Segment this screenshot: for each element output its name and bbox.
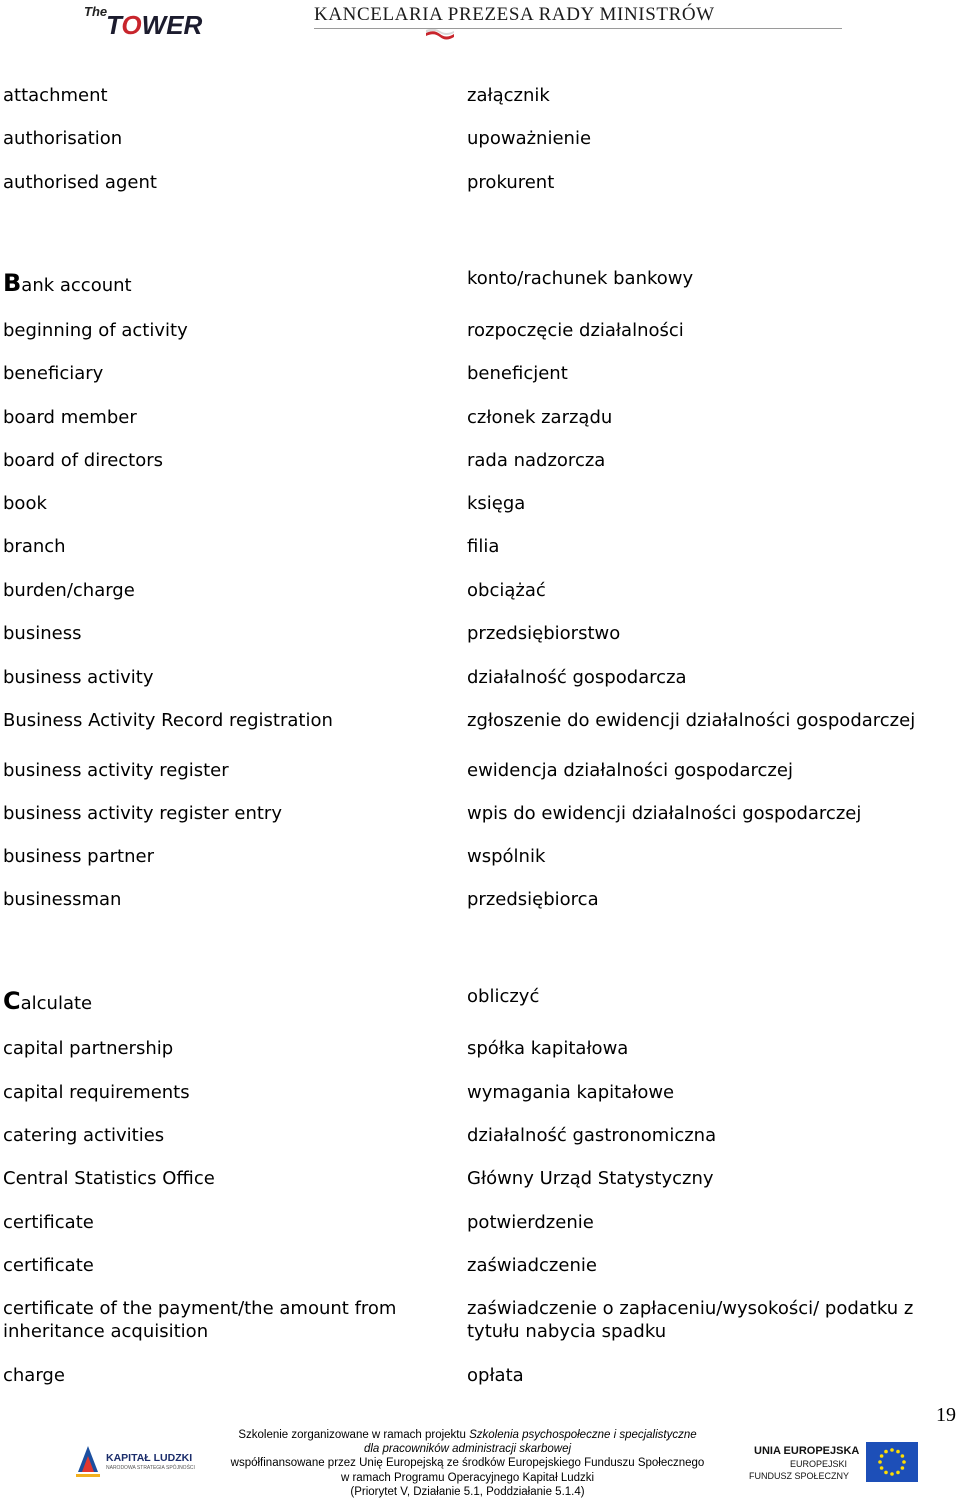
term: board member — [3, 407, 137, 428]
term: certificate — [3, 1212, 94, 1233]
translation: rada nadzorcza — [467, 450, 606, 471]
term: beginning of activity — [3, 320, 188, 341]
translation: wpis do ewidencji działalności gospodarczej — [467, 803, 862, 824]
term: catering activities — [3, 1125, 165, 1146]
translation: opłata — [467, 1365, 524, 1386]
translation: załącznik — [467, 85, 550, 106]
term: business — [3, 623, 82, 644]
kapital-ludzki-logo — [74, 1440, 194, 1480]
term: branch — [3, 536, 66, 557]
header-divider — [314, 28, 842, 29]
translation: obciążać — [467, 580, 546, 601]
translation: filia — [467, 536, 500, 557]
footer-line4: w ramach Programu Operacyjnego Kapitał Ludzki — [340, 1471, 595, 1484]
term: Business Activity Record registration — [3, 710, 333, 731]
polish-flag-ribbon-icon — [424, 29, 456, 43]
term: burden/charge — [3, 580, 135, 601]
kl-logo-subtitle: NARODOWA STRATEGIA SPÓJNOŚCI — [106, 1465, 195, 1471]
page-number: 19 — [936, 1404, 956, 1426]
eu-flag-icon — [866, 1442, 918, 1482]
section-initial: B — [3, 269, 22, 297]
eu-name: UNIA EUROPEJSKA — [754, 1445, 860, 1457]
term: capital partnership — [3, 1038, 174, 1059]
translation: konto/rachunek bankowy — [467, 268, 694, 289]
translation: księga — [467, 493, 526, 514]
footer-line3: współfinansowane przez Unię Europejską ze środków Europejskiego Funduszu Społecznego — [230, 1457, 705, 1470]
term-rest: ank account — [21, 275, 132, 296]
translation: wspólnik — [467, 846, 546, 867]
term: board of directors — [3, 450, 164, 471]
translation: zaświadczenie o zapłaceniu/wysokości/ podatku z tytułu nabycia spadku — [467, 1298, 914, 1342]
term: business partner — [3, 846, 154, 867]
term: authorisation — [3, 128, 123, 149]
translation: obliczyć — [467, 986, 540, 1007]
translation: ewidencja działalności gospodarczej — [467, 760, 793, 781]
translation: zgłoszenie do ewidencji działalności gospodarczej — [467, 710, 916, 731]
term: business activity register entry — [3, 803, 282, 824]
footer-project-name: Szkolenia psychospołeczne i specjalistyczne — [469, 1429, 697, 1441]
logo-tower-text: TOWER — [106, 10, 203, 40]
translation: spółka kapitałowa — [467, 1038, 629, 1059]
translation: prokurent — [467, 172, 555, 193]
term: Central Statistics Office — [3, 1168, 215, 1189]
footer-text — [215, 1428, 720, 1499]
kapital-ludzki-emblem-icon — [74, 1442, 102, 1480]
term — [3, 987, 93, 1015]
term — [3, 269, 132, 297]
term: charge — [3, 1365, 65, 1386]
the-tower-logo — [84, 4, 208, 38]
term: authorised agent — [3, 172, 157, 193]
translation: beneficjent — [467, 363, 568, 384]
office-name: KANCELARIA PREZESA RADY MINISTRÓW — [314, 4, 715, 25]
term: certificate — [3, 1255, 94, 1276]
kl-logo-title: KAPITAŁ LUDZKI — [106, 1452, 193, 1464]
term: beneficiary — [3, 363, 104, 384]
term: business activity register — [3, 760, 229, 781]
eu-fund-line2: FUNDUSZ SPOŁECZNY — [749, 1471, 850, 1481]
footer-line2: dla pracowników administracji skarbowej — [363, 1443, 572, 1456]
term: certificate of the payment/the amount from inheritance acquisition — [3, 1298, 397, 1342]
eu-logo — [746, 1440, 926, 1486]
translation: rozpoczęcie działalności — [467, 320, 684, 341]
term-rest: alculate — [20, 993, 93, 1014]
translation: działalność gastronomiczna — [467, 1125, 717, 1146]
translation: przedsiębiorstwo — [467, 623, 621, 644]
translation: członek zarządu — [467, 407, 613, 428]
footer-line5: (Priorytet V, Działanie 5.1, Poddziałanie 5.1.4) — [350, 1485, 585, 1498]
translation: zaświadczenie — [467, 1255, 597, 1276]
translation: działalność gospodarcza — [467, 667, 687, 688]
page-header — [0, 0, 960, 50]
translation: upoważnienie — [467, 128, 592, 149]
section-initial: C — [3, 987, 21, 1015]
translation: Główny Urząd Statystyczny — [467, 1168, 714, 1189]
eu-fund-line1: EUROPEJSKI — [790, 1459, 848, 1469]
translation: wymagania kapitałowe — [467, 1082, 675, 1103]
term: book — [3, 493, 47, 514]
term: businessman — [3, 889, 122, 910]
logo-the-text: The — [84, 4, 108, 19]
translation: potwierdzenie — [467, 1212, 594, 1233]
term: attachment — [3, 85, 108, 106]
term: capital requirements — [3, 1082, 190, 1103]
footer-line1: Szkolenie zorganizowane w ramach projektu — [238, 1429, 470, 1441]
term: business activity — [3, 667, 154, 688]
translation: przedsiębiorca — [467, 889, 599, 910]
